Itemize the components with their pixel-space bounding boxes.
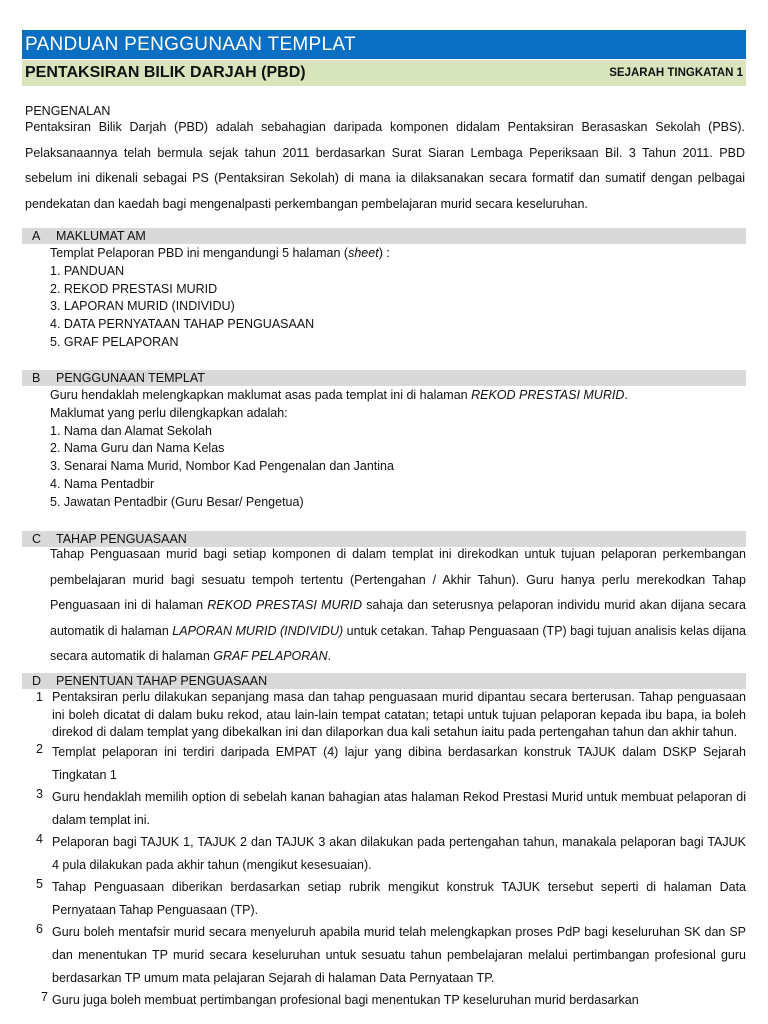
- list-item: 3. LAPORAN MURID (INDIVIDU): [50, 299, 235, 314]
- list-item: 5. Jawatan Pentadbir (Guru Besar/ Pengetua): [50, 494, 304, 509]
- subtitle-bar: [22, 60, 746, 86]
- section-d-header: [22, 673, 746, 689]
- section-title: PENENTUAN TAHAP PENGUASAAN: [56, 674, 268, 688]
- section-a-body: [50, 245, 746, 352]
- item-number: 7: [41, 989, 48, 1004]
- document-title: PANDUAN PENGGUNAAN TEMPLAT: [22, 30, 746, 59]
- numbered-item: [36, 689, 746, 742]
- item-text: Guru juga boleh membuat pertimbangan profesional bagi menentukan TP keseluruhan murid berdasarkan: [52, 992, 639, 1007]
- section-letter: C: [32, 532, 42, 546]
- section-b-header: [22, 370, 746, 386]
- list-item: 3. Senarai Nama Murid, Nombor Kad Pengenalan dan Jantina: [50, 459, 394, 474]
- section-letter: B: [32, 371, 41, 385]
- document-page: [22, 30, 747, 1007]
- numbered-item: [36, 989, 746, 1012]
- item-number: 6: [36, 921, 43, 936]
- section-letter: D: [32, 674, 42, 688]
- item-text: Pelaporan bagi TAJUK 1, TAJUK 2 dan TAJUK 3 akan dilakukan pada pertengahan tahun, manakala pelaporan bagi TAJUK 4 pula dilakukan pada akhir tahun (mengikut kesesuaian).: [52, 834, 746, 872]
- numbered-item: [36, 831, 746, 877]
- intro-paragraph: Pentaksiran Bilik Darjah (PBD) adalah sebahagian daripada komponen didalam Pentaksiran Berasaskan Sekolah (PBS). Pelaksanaannya telah bermula sejak tahun 2011 berdasarkan Surat Siaran Lembaga Peperiksaan Bil. 3 Tahun 2011. PBD sebelum ini dikenali sebagai PS (Pentaksiran Sekolah) di mana ia dilaksanakan secara formatif dan sumatif dengan pelbagai pendekatan dan kaedah bagi mengenalpasti perkembangan pembelajaran murid secara keseluruhan.: [25, 120, 745, 211]
- item-number: 5: [36, 876, 43, 891]
- section-title: PENGGUNAAN TEMPLAT: [56, 371, 205, 385]
- section-b-line1: Guru hendaklah melengkapkan maklumat asas pada templat ini di halaman REKOD PRESTASI MURID.: [50, 388, 628, 402]
- numbered-item: [36, 921, 746, 990]
- item-number: 2: [36, 741, 43, 756]
- item-text: Pentaksiran perlu dilakukan sepanjang masa dan tahap penguasaan murid dipantau secara berterusan. Tahap penguasaan ini boleh dicatat di dalam buku rekod, atau lain-lain tempat catatan; tetapi untuk tujuan pelaporan kepada ibu bapa, ia boleh direkod di dalam templat yang dibekalkan ini dan dilaporkan dua kali setahun iaitu pada pertengahan tahun dan akhir tahun.: [52, 690, 746, 740]
- list-item: 2. Nama Guru dan Nama Kelas: [50, 441, 225, 456]
- item-number: 1: [36, 690, 43, 704]
- section-letter: A: [32, 229, 41, 243]
- numbered-item: [36, 741, 746, 787]
- item-text: Guru boleh mentafsir murid secara menyeluruh apabila murid telah melengkapkan proses PdP bagi keseluruhan SK dan SP dan menentukan TP murid secara keseluruhan untuk sesuatu tahun pembelajaran melalui pertimbangan profesional guru berdasarkan TP umum mata pelajaran Sejarah di halaman Data Pernyataan TP.: [52, 924, 746, 985]
- section-title: TAHAP PENGUASAAN: [56, 532, 187, 546]
- item-number: 4: [36, 831, 43, 846]
- subject-label: SEJARAH TINGKATAN 1: [609, 67, 743, 79]
- item-number: 3: [36, 786, 43, 801]
- list-item: 1. Nama dan Alamat Sekolah: [50, 423, 212, 438]
- item-text: Guru hendaklah memilih option di sebelah kanan bahagian atas halaman Rekod Prestasi Murid untuk membuat pelaporan di dalam templat ini.: [52, 789, 746, 827]
- numbered-item: [36, 876, 746, 922]
- list-item: 4. Nama Pentadbir: [50, 476, 155, 491]
- section-b-body: [50, 387, 746, 512]
- list-item: 5. GRAF PELAPORAN: [50, 334, 179, 349]
- list-item: 1. PANDUAN: [50, 263, 125, 278]
- item-text: Tahap Penguasaan diberikan berdasarkan setiap rubrik mengikut konstruk TAJUK tersebut seperti di halaman Data Pernyataan Tahap Penguasaan (TP).: [52, 879, 746, 917]
- document-subtitle: PENTAKSIRAN BILIK DARJAH (PBD): [25, 64, 306, 81]
- section-title: MAKLUMAT AM: [56, 229, 146, 243]
- list-item: 2. REKOD PRESTASI MURID: [50, 281, 218, 296]
- item-text: Templat pelaporan ini terdiri daripada EMPAT (4) lajur yang dibina berdasarkan konstruk TAJUK dalam DSKP Sejarah Tingkatan 1: [52, 744, 746, 782]
- section-a-header: [22, 228, 746, 244]
- numbered-item: [36, 786, 746, 832]
- intro-heading: PENGENALAN: [25, 104, 111, 118]
- list-item: 4. DATA PERNYATAAN TAHAP PENGUASAAN: [50, 317, 315, 332]
- section-b-line2: Maklumat yang perlu dilengkapkan adalah:: [50, 405, 288, 420]
- section-c-paragraph: Tahap Penguasaan murid bagi setiap komponen di dalam templat ini direkodkan untuk tujuan pelaporan perkembangan pembelajaran murid bagi sesuatu tempoh tertentu (Pertengahan / Akhir Tahun). Guru hanya perlu merekodkan Tahap Penguasaan ini di halaman REKOD PRESTASI MURID sahaja dan seterusnya pelaporan individu murid akan dijana secara automatik di halaman LAPORAN MURID (INDIVIDU) untuk cetakan. Tahap Penguasaan (TP) bagi tujuan analisis kelas dijana secara automatik di halaman GRAF PELAPORAN.: [50, 547, 747, 663]
- section-a-intro: Templat Pelaporan PBD ini mengandungi 5 halaman (sheet) :: [50, 246, 390, 260]
- intro-section: [25, 104, 745, 217]
- section-d-list: [36, 689, 746, 1014]
